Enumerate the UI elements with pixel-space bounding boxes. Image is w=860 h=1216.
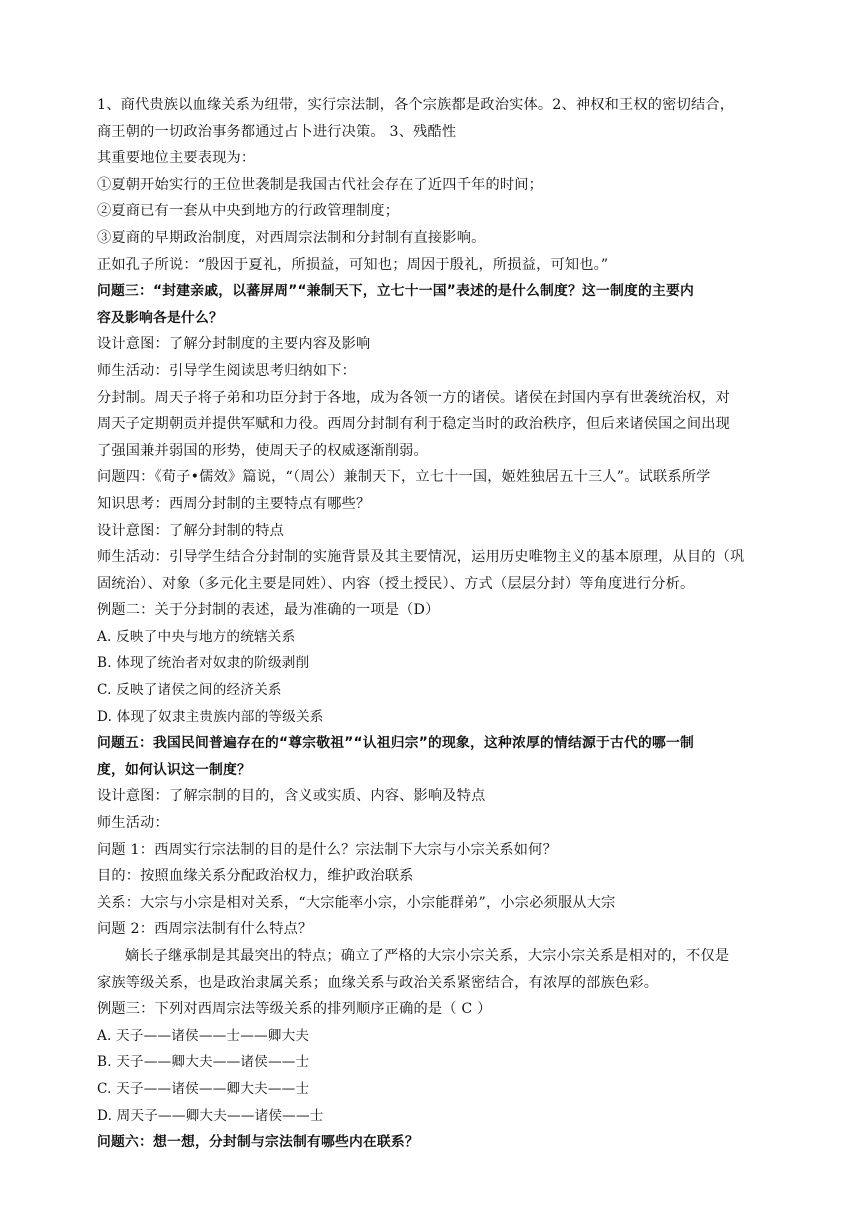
- question-heading: 度，如何认识这一制度？: [97, 761, 251, 778]
- text-line: ①夏朝开始实行的王位世袭制是我国古代社会存在了近四千年的时间；: [97, 176, 544, 193]
- answer-option: A. 天子——诸侯——士——卿大夫: [97, 1027, 310, 1044]
- text-line: 关系：大宗与小宗是相对关系，“大宗能率小宗，小宗能群弟”，小宗必须服从大宗: [97, 894, 616, 911]
- document-page: [97, 92, 777, 1156]
- text-line: 设计意图：了解分封制度的主要内容及影响: [97, 336, 371, 353]
- text-line: 家族等级关系，也是政治隶属关系；血缘关系与政治关系紧密结合，有浓厚的部族色彩。: [97, 974, 659, 991]
- text-line: 师生活动：引导学生结合分封制的实施背景及其主要情况，运用历史唯物主义的基本原理，从目的（巩: [97, 549, 745, 566]
- text-line: 周天子定期朝贡并提供军赋和力役。西周分封制有利于稳定当时的政治秩序，但后来诸侯国之间出现: [97, 416, 731, 433]
- text-line: 问题 2：西周宗法制有什么特点？: [97, 921, 313, 938]
- text-line: 问题四：《荀子•儒效》篇说，“（周公）兼制天下，立七十一国，姬姓独居五十三人”。试联系所学: [97, 469, 711, 486]
- text-line: 问题 1：西周实行宗法制的目的是什么？宗法制下大宗与小宗关系如何？: [97, 841, 557, 858]
- text-line: 知识思考：西周分封制的主要特点有哪些？: [97, 495, 371, 512]
- text-line: 1、商代贵族以血缘关系为纽带，实行宗法制，各个宗族都是政治实体。2、神权和王权的密切结合，: [97, 97, 735, 113]
- text-line: 设计意图：了解分封制的特点: [97, 522, 285, 539]
- text-line: 目的：按照血缘关系分配政治权力，维护政治联系: [97, 868, 414, 885]
- text-line: 分封制。周天子将子弟和功臣分封于各地，成为各领一方的诸侯。诸侯在封国内享有世袭统治权，对: [97, 389, 731, 406]
- question-heading: 问题五：我国民间普遍存在的“尊宗敬祖”“认祖归宗”的现象，这种浓厚的情结源于古代的哪一制: [97, 735, 694, 752]
- text-line: 了强国兼并弱国的形势，使周天子的权威逐渐削弱。: [97, 442, 428, 459]
- answer-option: C. 天子——诸侯——卿大夫——士: [97, 1080, 310, 1097]
- answer-option: D. 周天子——卿大夫——诸侯——士: [97, 1107, 324, 1124]
- text-line: 正如孔子所说：“殷因于夏礼，所损益，可知也；周因于殷礼，所损益，可知也。”: [97, 256, 609, 273]
- text-line: 嫡长子继承制是其最突出的特点；确立了严格的大宗小宗关系，大宗小宗关系是相对的，不仅是: [125, 948, 730, 964]
- text-line: 师生活动：引导学生阅读思考归纳如下：: [97, 362, 356, 379]
- answer-option: B. 天子——卿大夫——诸侯——士: [97, 1054, 310, 1071]
- text-line: 固统治）、对象（多元化主要是同姓）、内容（授土授民）、方式（层层分封）等角度进行分析。: [97, 575, 695, 592]
- answer-option: A. 反映了中央与地方的统辖关系: [97, 628, 296, 645]
- text-line: ③夏商的早期政治制度，对西周宗法制和分封制有直接影响。: [97, 229, 486, 246]
- answer-option: D. 体现了奴隶主贵族内部的等级关系: [97, 708, 324, 725]
- question-heading: 问题三：“封建亲戚，以蕃屏周”“兼制天下，立七十一国”表述的是什么制度？这一制度的主要内: [97, 283, 694, 300]
- example-question: 例题二：关于分封制的表述，最为准确的一项是（D）: [97, 602, 440, 619]
- answer-option: C. 反映了诸侯之间的经济关系: [97, 682, 282, 699]
- text-line: 设计意图：了解宗制的目的，含义或实质、内容、影响及特点: [97, 788, 486, 805]
- question-heading: 容及影响各是什么？: [97, 309, 223, 326]
- text-line: ②夏商已有一套从中央到地方的行政管理制度；: [97, 203, 400, 220]
- text-line: 商王朝的一切政治事务都通过占卜进行决策。 3、残酷性: [97, 123, 457, 140]
- question-heading: 问题六：想一想，分封制与宗法制有哪些内在联系？: [97, 1134, 419, 1151]
- example-question: 例题三：下列对西周宗法等级关系的排列顺序正确的是（ C ）: [97, 1001, 492, 1018]
- text-line: 其重要地位主要表现为：: [97, 150, 256, 167]
- text-line: 师生活动：: [97, 815, 169, 832]
- answer-option: B. 体现了统治者对奴隶的阶级剥削: [97, 655, 310, 672]
